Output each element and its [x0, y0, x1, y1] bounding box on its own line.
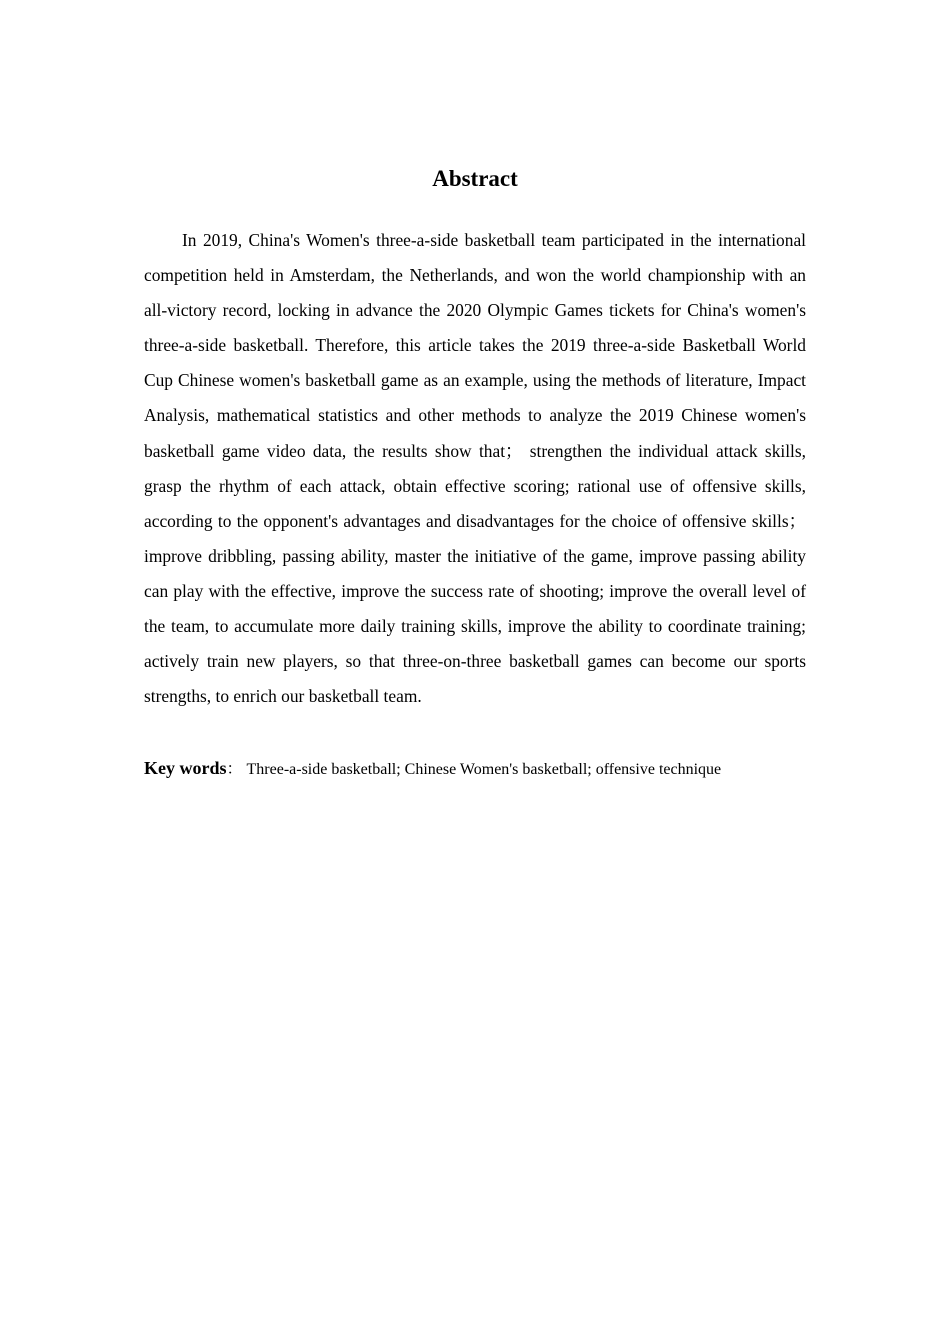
- keywords-separator: ：: [226, 761, 243, 778]
- abstract-title: Abstract: [432, 166, 518, 191]
- keywords-line: [144, 751, 806, 787]
- keywords-label: Key words: [144, 758, 227, 778]
- keywords-value: Three-a-side basketball; Chinese Women's basketball; offensive technique: [246, 761, 722, 778]
- abstract-body: In 2019, China's Women's three-a-side basketball team participated in the international competition held in Amsterdam, the Netherlands, and won the world championship with an all-victory record, locking in advance the 2020 Olympic Games tickets for China's women's three-a-side basketball. Therefore, this article takes the 2019 three-a-side Basketball World Cup Chinese women's basketball game as an example, using the methods of literature, Impact Analysis, mathematical statistics and other methods to analyze the 2019 Chinese women's basketball game video data, the results show that； strengthen the individual attack skills, grasp the rhythm of each attack, obtain effective scoring; rational use of offensive skills, according to the opponent's advantages and disadvantages for the choice of offensive skills； improve dribbling, passing ability, master the initiative of the game, improve passing ability can play with the effective, improve the success rate of shooting; improve the overall level of the team, to accumulate more daily training skills, improve the ability to coordinate training; actively train new players, so that three-on-three basketball games can become our sports strengths, to enrich our basketball team.: [144, 230, 806, 707]
